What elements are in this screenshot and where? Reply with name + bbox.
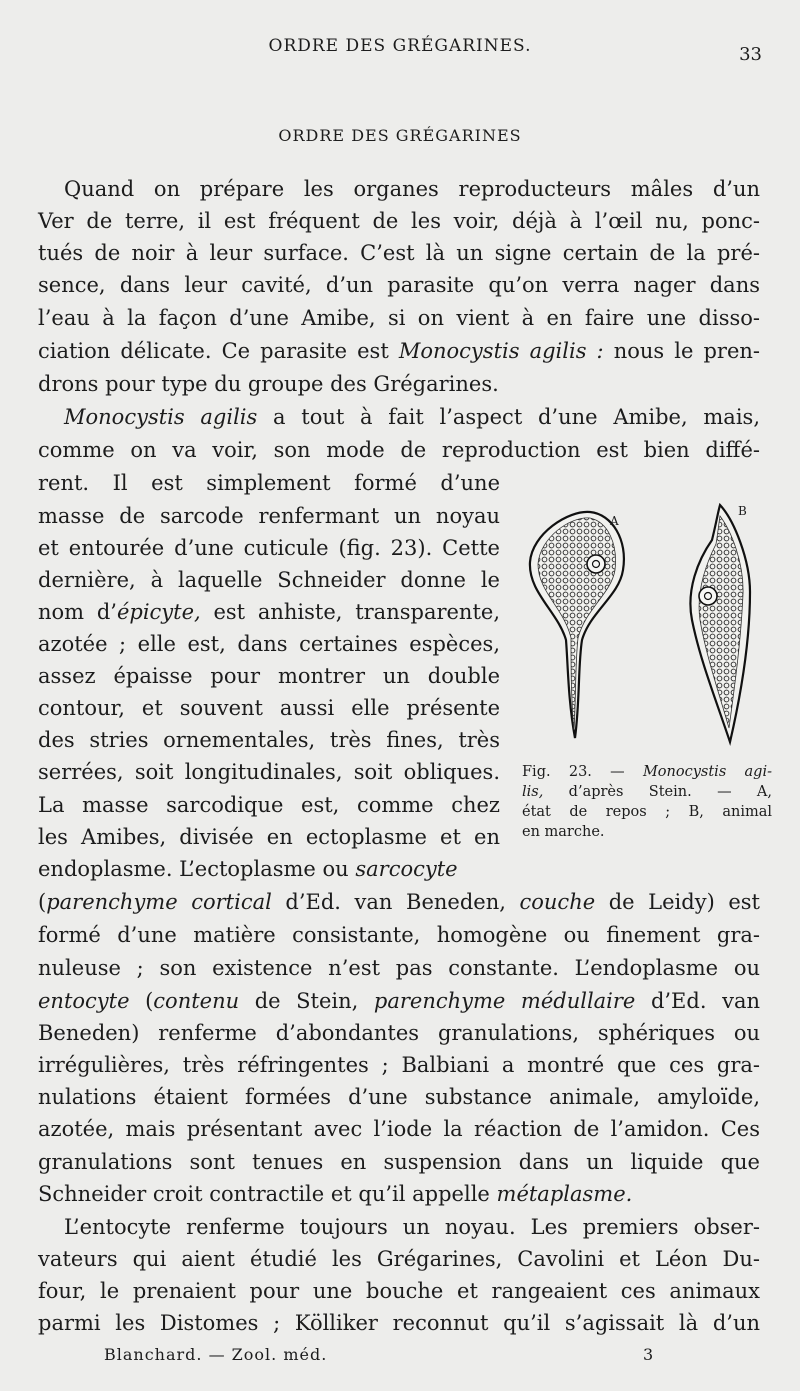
text-line: serrées, soit longitudinales, soit obliques. bbox=[38, 760, 500, 784]
text-line: formé d’une matière consistante, homogène ou finement gra- bbox=[38, 923, 760, 947]
text-run: d’Ed. van Beneden, bbox=[271, 890, 520, 914]
term: épicyte, bbox=[116, 600, 201, 624]
text-line: irrégulières, très réfringentes ; Balbiani a montré que ces gra- bbox=[38, 1053, 760, 1077]
text-line: rent. Il est simplement formé d’une bbox=[38, 471, 500, 495]
term: parenchyme médullaire bbox=[373, 989, 636, 1013]
section-title: ORDRE DES GRÉGARINES bbox=[278, 126, 522, 145]
text-run: d’Ed. van bbox=[635, 989, 760, 1013]
text-line: L’entocyte renferme toujours un noyau. Les premiers obser- bbox=[64, 1215, 760, 1239]
text-line: azotée ; elle est, dans certaines espèces, bbox=[38, 632, 500, 656]
caption-line bbox=[522, 762, 772, 782]
monocystis-illustration bbox=[520, 500, 780, 750]
text-run: ( bbox=[38, 890, 47, 914]
term: entocyte bbox=[38, 989, 130, 1013]
caption-line: en marche. bbox=[522, 824, 605, 840]
text-run: Schneider croit contractile et qu’il appelle bbox=[38, 1182, 497, 1206]
text-line bbox=[38, 887, 760, 917]
page-number: 33 bbox=[739, 44, 762, 65]
text-run: ( bbox=[129, 989, 154, 1013]
text-run: de Stein, bbox=[239, 989, 374, 1013]
text-line: Beneden) renferme d’abondantes granulations, sphériques ou bbox=[38, 1021, 760, 1045]
text-line: parmi les Distomes ; Kölliker reconnut qu’il s’agissait là d’un bbox=[38, 1311, 760, 1335]
text-line: four, le prenaient pour une bouche et rangeaient ces animaux bbox=[38, 1279, 760, 1303]
caption-run: d’après Stein. — A, bbox=[543, 784, 772, 800]
text-line bbox=[38, 1179, 760, 1209]
text-line: drons pour type du groupe des Grégarines. bbox=[38, 372, 499, 396]
footer-author: Blanchard. — Zool. méd. bbox=[104, 1345, 328, 1364]
specimen-b-drawing bbox=[690, 505, 750, 742]
figure-label-a: A bbox=[610, 514, 619, 528]
text-line: La masse sarcodique est, comme chez bbox=[38, 793, 500, 817]
text-line: contour, et souvent aussi elle présente bbox=[38, 696, 500, 720]
signature-mark: 3 bbox=[643, 1345, 655, 1364]
taxon-name: Monocystis agilis : bbox=[398, 339, 604, 363]
figure-label-b: B bbox=[738, 504, 747, 518]
specimen-a-drawing bbox=[530, 512, 624, 738]
taxon-name: Monocystis agilis bbox=[64, 405, 258, 429]
text-line bbox=[38, 597, 500, 627]
caption-line: état de repos ; B, animal bbox=[522, 804, 772, 820]
text-run: de Leidy) est bbox=[595, 890, 760, 914]
text-line: comme on va voir, son mode de reproduction est bien diffé- bbox=[38, 438, 760, 462]
text-line bbox=[38, 854, 500, 884]
text-line: granulations sont tenues en suspension dans un liquide que bbox=[38, 1150, 760, 1174]
text-line: nulations étaient formées d’une substance animale, amyloïde, bbox=[38, 1085, 760, 1109]
text-line: masse de sarcode renfermant un noyau bbox=[38, 504, 500, 528]
text-run: ciation délicate. Ce parasite est bbox=[38, 339, 389, 363]
text-line: assez épaisse pour montrer un double bbox=[38, 664, 500, 688]
term: contenu bbox=[153, 989, 240, 1013]
text-line: nuleuse ; son existence n’est pas constante. L’endoplasme ou bbox=[38, 956, 760, 980]
text-run: nom d’ bbox=[38, 600, 117, 624]
text-line: les Amibes, divisée en ectoplasme et en bbox=[38, 825, 500, 849]
figure-monocystis bbox=[520, 500, 780, 750]
term: parenchyme cortical bbox=[46, 890, 272, 914]
text-line: Quand on prépare les organes reproducteurs mâles d’un bbox=[64, 177, 760, 201]
figure-caption bbox=[522, 762, 772, 842]
text-run: a tout à fait l’aspect d’une Amibe, mais, bbox=[257, 405, 761, 429]
text-line: dernière, à laquelle Schneider donne le bbox=[38, 568, 500, 592]
text-line bbox=[38, 402, 760, 432]
term: sarcocyte bbox=[355, 857, 458, 881]
text-run: est anhiste, transparente, bbox=[200, 600, 500, 624]
text-line: sence, dans leur cavité, d’un parasite qu’on verra nager dans bbox=[38, 273, 760, 297]
text-line: azotée, mais présentant avec l’iode la réaction de l’amidon. Ces bbox=[38, 1117, 760, 1141]
term: métaplasme. bbox=[496, 1182, 633, 1206]
caption-taxon: Monocystis agi- bbox=[642, 764, 772, 780]
text-line: tués de noir à leur surface. C’est là un signe certain de la pré- bbox=[38, 241, 760, 265]
text-line: vateurs qui aient étudié les Grégarines, Cavolini et Léon Du- bbox=[38, 1247, 760, 1271]
term: couche bbox=[519, 890, 596, 914]
caption-line bbox=[522, 782, 772, 802]
caption-run: Fig. 23. — bbox=[522, 764, 643, 780]
text-line: des stries ornementales, très fines, très bbox=[38, 728, 500, 752]
text-run: endoplasme. L’ectoplasme ou bbox=[38, 857, 356, 881]
text-line bbox=[38, 336, 760, 366]
running-title: ORDRE DES GRÉGARINES. bbox=[268, 36, 532, 56]
text-line: l’eau à la façon d’une Amibe, si on vient à en faire une disso- bbox=[38, 306, 760, 330]
text-line bbox=[38, 986, 760, 1016]
text-run: nous le pren- bbox=[603, 339, 760, 363]
text-line: Ver de terre, il est fréquent de les voir, déjà à l’œil nu, ponc- bbox=[38, 209, 760, 233]
text-line: et entourée d’une cuticule (fig. 23). Cette bbox=[38, 536, 500, 560]
caption-taxon: lis, bbox=[522, 784, 544, 800]
